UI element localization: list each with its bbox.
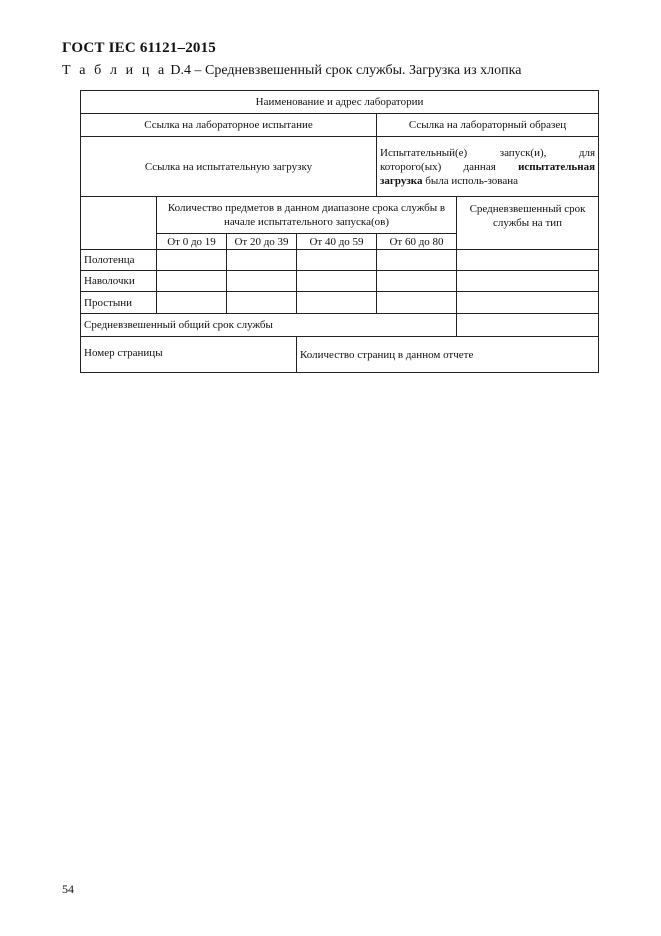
lifetime-table: [80, 90, 599, 373]
table-cell: [297, 271, 377, 292]
overall-avg-value: [457, 314, 599, 337]
row-label-pillowcases: Наволочки: [81, 271, 157, 292]
table-cell: [297, 292, 377, 314]
table-cell: [157, 250, 227, 271]
row-label-towels: Полотенца: [81, 250, 157, 271]
lab-test-ref-cell: Ссылка на лабораторное испытание: [81, 114, 377, 137]
caption-text: D.4 – Средневзвешенный срок службы. Загрузка из хлопка: [166, 63, 522, 78]
test-run-text-1: Испытательный(е) запуск(и), для которого(ых) данная: [380, 146, 596, 173]
table-cell: [157, 292, 227, 314]
lab-sample-ref-cell: Ссылка на лабораторный образец: [377, 114, 599, 137]
test-run-cell: [377, 137, 599, 197]
caption-prefix: Т а б л и ц а: [62, 63, 167, 78]
empty-header-cell: [81, 197, 157, 250]
standard-code: ГОСТ IEC 61121–2015: [62, 40, 217, 56]
table-cell: [377, 250, 457, 271]
table-cell: [377, 292, 457, 314]
pages-in-report-label: Количество страниц в данном отчете: [297, 337, 599, 373]
lab-name-cell: Наименование и адрес лаборатории: [81, 91, 599, 114]
table-cell: [297, 250, 377, 271]
test-run-text-2: была исполь-зована: [422, 174, 519, 187]
range-60-80: От 60 до 80: [377, 234, 457, 250]
row-label-sheets: Простыни: [81, 292, 157, 314]
page-number: 54: [62, 882, 74, 896]
table-cell: [227, 250, 297, 271]
overall-avg-label: Средневзвешенный общий срок службы: [81, 314, 457, 337]
table-cell: [227, 271, 297, 292]
table-cell: [457, 250, 599, 271]
table-caption: [62, 63, 521, 79]
table-cell: [227, 292, 297, 314]
table-cell: [457, 292, 599, 314]
table-cell: [377, 271, 457, 292]
range-40-59: От 40 до 59: [297, 234, 377, 250]
items-count-header: Количество предметов в данном диапазоне срока службы в начале испытательного запуска(ов): [157, 197, 457, 234]
table-cell: [157, 271, 227, 292]
test-load-ref-cell: Ссылка на испытательную загрузку: [81, 137, 377, 197]
test-run-text-bold: испытательная загрузка: [380, 160, 596, 187]
table-cell: [457, 271, 599, 292]
avg-per-type-header: Средневзвешенный срок службы на тип: [457, 197, 599, 250]
page-number-label: Номер страницы: [81, 337, 297, 373]
range-0-19: От 0 до 19: [157, 234, 227, 250]
range-20-39: От 20 до 39: [227, 234, 297, 250]
